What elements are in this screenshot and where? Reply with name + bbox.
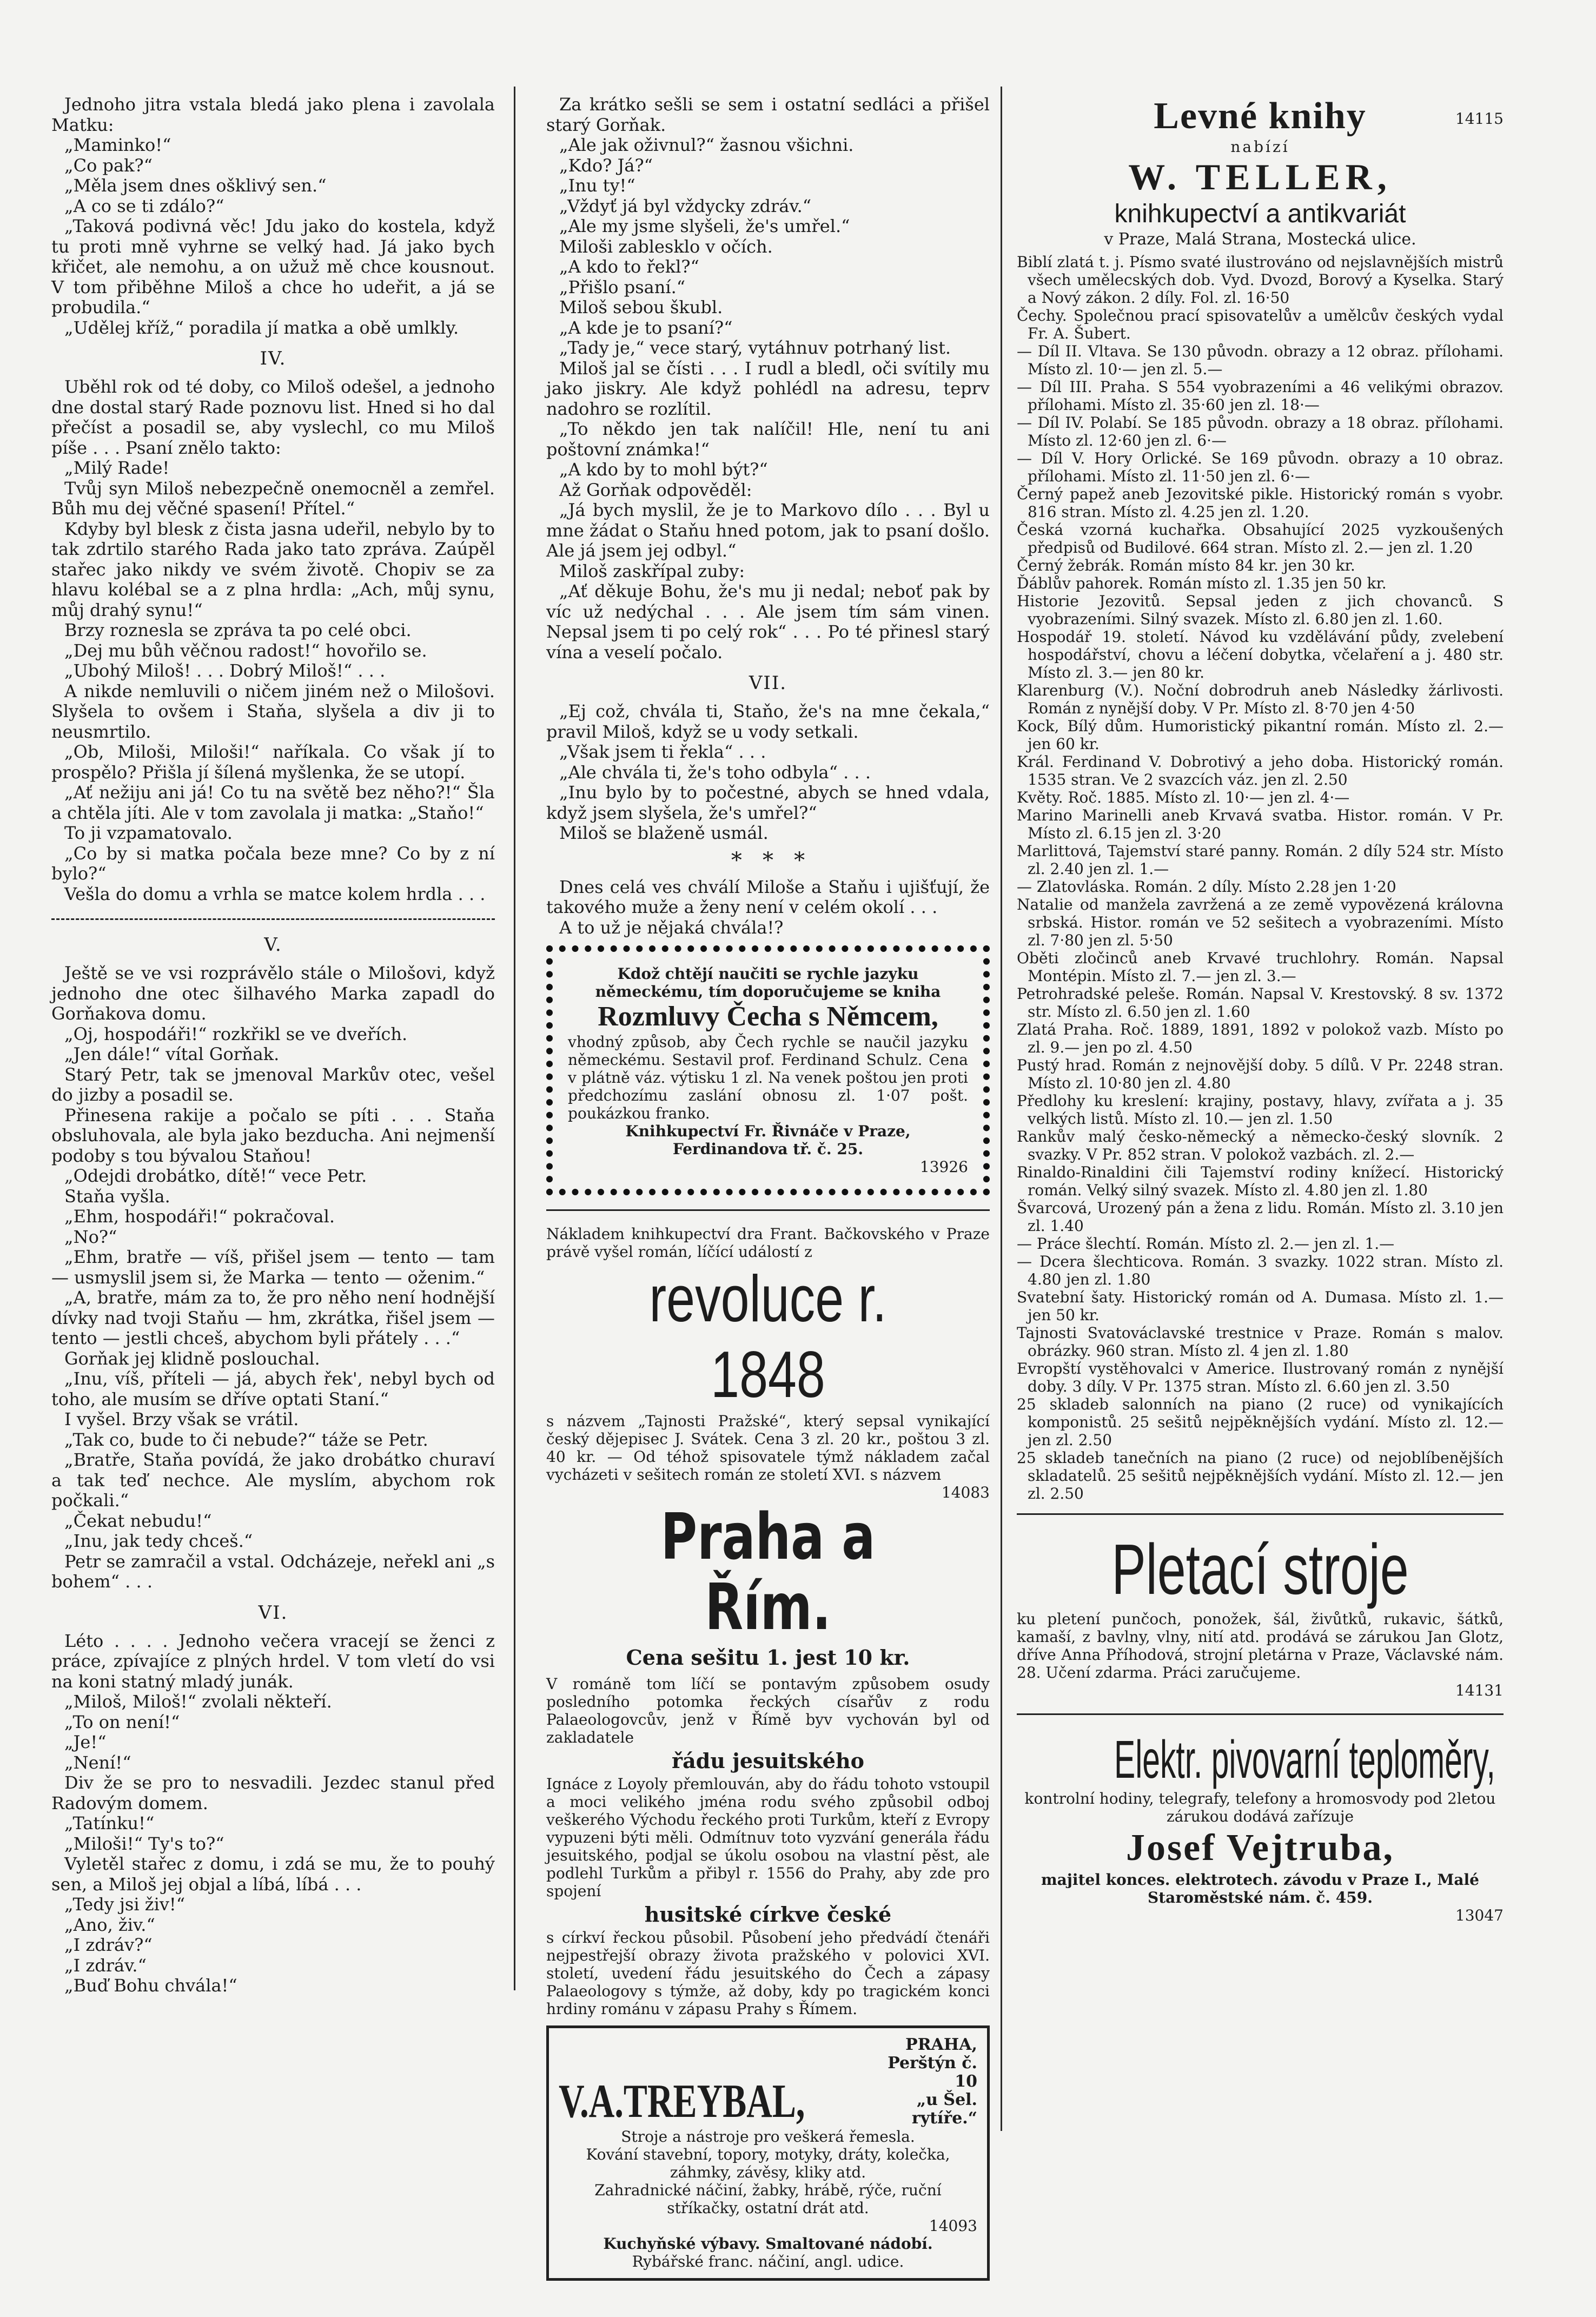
story-paragraph: „Měla jsem dnes ošklivý sen.“ (64, 175, 327, 196)
story-paragraph: „Inu, víš, příteli — já, abych řek', nebyl bych od toho, ale musím se dříve optati Staní.“ (51, 1368, 495, 1409)
book-list-entry: — Práce šlechtí. Román. Místo zl. 2.— jen zl. 1.— (1017, 1235, 1395, 1253)
story-paragraph: Vyletěl stařec z domu, i zdá se mu, že to pouhý sen, a Miloš jej objal a líbá, líbá . . . (51, 1853, 495, 1895)
book-list-entry: Černý papež aneb Jezovitské pikle. Historický román s vyobr. 816 stran. Místo zl. 4.25 jen zl. 1.20. (1017, 485, 1504, 521)
ad-rozmluvy-title: Rozmluvy Čecha s Němcem, (598, 1001, 938, 1032)
ad-praha-rim-price: Cena sešitu 1. jest 10 kr. (626, 1645, 910, 1670)
book-list-entry: Česká vzorná kuchařka. Obsahující 2025 vyzkoušených předpisů od Budilové. 664 stran. Místo zl. 2.— jen zl. 1.20 (1017, 521, 1504, 557)
book-list-entry: Zlatá Praha. Roč. 1889, 1891, 1892 v polokož vazb. Místo po zl. 9.— jen po zl. 4.50 (1017, 1021, 1504, 1056)
column-advertisements (1017, 95, 1504, 1924)
story-paragraph: Kdyby byl blesk z čista jasna udeřil, nebylo by to tak zdrtilo starého Rada jako tato zpráva. Zaúpěl stařec jako nikdy ve svém životě. Chopiv se za hlavu kolébal se a z plna hrdla: „Ach, můj synu, můj drahý synu!“ (51, 518, 495, 620)
story-paragraph: „Čekat nebudu!“ (64, 1510, 212, 1531)
ad-praha-rim-title: Praha a Řím. (660, 1499, 876, 1644)
ad-rozmluvy-publisher: Knihkupectví Fr. Řivnáče v Praze, Ferdinandova tř. č. 25. (625, 1122, 911, 1158)
story-paragraph: „To někdo jen tak nalíčil! Hle, není tu ani poštovní známka!“ (546, 419, 990, 460)
story-paragraph: Léto . . . . Jednoho večera vracejí se ženci z práce, zpívajíce z plných hrdel. V tom vletí do vsi na koni statný mladý junák. (51, 1630, 495, 1692)
ad-rozmluvy (546, 945, 990, 1195)
book-list-entry: Předlohy ku kreslení: krajiny, postavy, hlavy, zvířata a j. 35 velkých listů. Místo zl. 10.— jen zl. 1.50 (1017, 1092, 1504, 1128)
ad-pletaci-code: 14131 (1455, 1682, 1504, 1699)
book-list-entry: Marino Marinelli aneb Krvavá svatba. Histor. román. V Pr. Místo zl. 6.15 jen zl. 3·20 (1017, 806, 1504, 842)
story-paragraph: Div že se pro to nesvadili. Jezdec stanul před Radovým domem. (51, 1772, 495, 1813)
teller-header-title: Levné knihy (1154, 95, 1367, 137)
story-paragraph: „Oj, hospodáři!“ rozkřikl se ve dveřích. (64, 1023, 408, 1044)
story-paragraph: „Já bych myslil, že je to Markovo dílo . . . Byl u mne žádat o Staňu hned potom, jak to psaní došlo. Ale já jsem jej odbyl.“ (546, 500, 990, 561)
story-paragraph: „Ehm, hospodáři!“ pokračoval. (64, 1206, 335, 1227)
column-story-left (51, 95, 495, 1996)
ad-teplomery-code: 13047 (1455, 1906, 1504, 1924)
ad-treybal-line2: Kování stavební, topory, motyky, dráty, kolečka, záhmky, závěsy, kliky atd. (586, 2146, 950, 2181)
ad-treybal-sign: „u Šel. rytíře.“ (911, 2090, 977, 2128)
book-list-entry: Pustý hrad. Román z nejnovější doby. 5 dílů. V Pr. 2248 stran. Místo zl. 10·80 jen zl. 4.80 (1017, 1056, 1504, 1092)
divider (51, 918, 495, 920)
story-paragraph: Miloš zaskřípal zuby: (559, 560, 745, 581)
story-paragraph: „Ale chvála ti, že's toho odbyla“ . . . (559, 762, 871, 783)
story-paragraph: „Tatínku!“ (64, 1813, 155, 1833)
story-paragraph: „A co se ti zdálo?“ (64, 195, 224, 216)
story-paragraph: „Ano, živ.“ (64, 1914, 155, 1935)
story-paragraph: Přinesena rakije a počalo se píti . . . Staňa obsluhovala, ale byla jako bezducha. Ani nejmenší podoby s tou bývalou Staňou! (51, 1104, 495, 1166)
story-paragraph: „Ehm, bratře — víš, přišel jsem — tento — tam — usmyslil jsem si, že Marka — tento — oženim.“ (51, 1247, 495, 1288)
ad-teplomery-title: Elektr. pivovarní teploměry, (1114, 1730, 1495, 1789)
ad-pletaci-stroje (1017, 1529, 1504, 1699)
ad-teplomery (1017, 1729, 1504, 1924)
book-list-entry: Tajnosti Svatováclavské trestnice v Praze. Román s malov. obrázky. 960 stran. Místo zl. 4 jen zl. 1.80 (1017, 1324, 1504, 1360)
book-list-entry: Petrohradské peleše. Román. Napsal V. Krestovský. 8 sv. 1372 str. Místo zl. 6.50 jen zl. 1.60 (1017, 985, 1504, 1021)
divider (1017, 1513, 1504, 1515)
ad-teplomery-name: Josef Vejtruba, (1125, 1827, 1395, 1869)
column-story-right (546, 95, 990, 2288)
divider (546, 1209, 990, 1211)
story-paragraph: „Inu bylo by to počestné, abych se hned vdala, když jsem slyšela, že's umřel?“ (546, 782, 990, 823)
book-list-entry: Rinaldo-Rinaldini čili Tajemství rodiny knížecí. Historický román. Velký silný svazek. Místo zl. 4.80 jen zl. 1.80 (1017, 1163, 1504, 1199)
divider (1017, 1713, 1504, 1715)
chapter-iv (51, 377, 495, 904)
story-paragraph: „Co pak?“ (64, 155, 153, 176)
story-paragraph: A nikde nemluvili o ničem jiném než o Milošovi. Slyšela to ovšem i Staňa, slyšela a div ji to neusmrtilo. (51, 680, 495, 742)
ad-treybal-city: PRAHA, (905, 2035, 977, 2054)
story-end (546, 877, 990, 938)
story-paragraph: „Odejdi drobátko, dítě!“ vece Petr. (64, 1166, 367, 1186)
book-list-entry: Švarcová, Urozený pán a žena z lidu. Román. Místo zl. 3.10 jen zl. 1.40 (1017, 1199, 1504, 1235)
story-paragraph: „Ale jak oživnul?“ žasnou všichni. (559, 135, 854, 155)
chapter-heading-vii: VII. (749, 672, 787, 694)
story-paragraph: „Miloši!“ Ty's to?“ (64, 1833, 224, 1854)
story-paragraph: „Buď Bohu chvála!“ (64, 1975, 237, 1996)
ad-pletaci-body: ku pletení punčoch, ponožek, šál, živůtků, rukavic, šátků, kamaší, z bavlny, vlny, nití atd. prodává se zárukou Jan Glotz, dříve Anna Příhodová, strojní pletárna v Praze, Václavské nám. 28. Učení zdarma. Práci zaručujeme. (1017, 1610, 1504, 1682)
book-list-entry: — Dcera šlechticova. Román. 3 svazky. 1022 stran. Místo zl. 4.80 jen zl. 1.80 (1017, 1253, 1504, 1288)
ad-treybal-line5: Rybářské franc. náčiní, angl. udice. (632, 2253, 904, 2270)
ad-praha-rim-body4: s církví řeckou působil. Působení jeho předvádí čtenáři nejpestřejší obrazy života pražského v polovici XVI. století, uvedení řádu jesuitského do Čech a zápasy Palaeologovy s týmže, až doby, kdy po tragickém konci hrdiny románu v zápasu Prahy s Římem. (546, 1929, 990, 2018)
ad-treybal-line1: Stroje a nástroje pro veškerá řemesla. (621, 2128, 915, 2146)
ad-treybal-line4: Kuchyňské výbavy. Smaltované nádobí. (603, 2235, 933, 2253)
column-rule-left (514, 87, 515, 1990)
book-list-entry: Marlittová, Tajemství staré panny. Román. 2 díly 524 str. Místo zl. 2.40 jen zl. 1.— (1017, 842, 1504, 878)
ad-pletaci-title: Pletací stroje (1111, 1530, 1409, 1609)
story-paragraph: Miloš sebou škubl. (559, 297, 723, 317)
chapter-heading-iv: IV. (260, 348, 287, 369)
story-paragraph: Až Gorňak odpověděl: (559, 479, 752, 500)
story-paragraph: Dnes celá ves chválí Miloše a Staňu i ujišťují, že takového muže a ženy není v celém okolí . . . (546, 876, 990, 917)
ad-revoluce-title: revoluce r. 1848 (649, 1262, 887, 1411)
story-paragraph: Tvůj syn Miloš nebezpečně onemocněl a zemřel. Bůh mu dej věčné spasení! Přítel.“ (51, 478, 495, 519)
teller-address: v Praze, Malá Strana, Mostecká ulice. (1104, 230, 1416, 249)
book-list-entry: — Díl IV. Polabí. Se 185 původn. obrazy a 18 obraz. přílohami. Místo zl. 12·60 jen zl. 6·— (1017, 414, 1504, 449)
book-list-entry: Biblí zlatá t. j. Písmo svaté ilustrováno od nejslavnějších mistrů všech umělecských dob. Vyd. Dvozd, Borový a Kyselka. Starý a Nový zákon. 2 díly. Fol. zl. 16·50 (1017, 253, 1504, 307)
story-paragraph: „Inu, jak tedy chceš.“ (64, 1531, 253, 1551)
teller-firm-name: W. TELLER, (1128, 156, 1392, 197)
story-paragraph: „Ej což, chvála ti, Staňo, že's na mne čekala,“ pravil Miloš, když se u vody setkali. (546, 701, 990, 742)
ad-teplomery-footer: majitel konces. elektrotech. závodu v Praze I., Malé Staroměstské nám. č. 459. (1041, 1871, 1479, 1906)
story-paragraph: „Není!“ (64, 1752, 131, 1773)
story-paragraph: „Dej mu bůh věčnou radost!“ hovořilo se. (64, 640, 427, 661)
book-list-entry: Ďáblův pahorek. Román místo zl. 1.35 jen 50 kr. (1017, 574, 1387, 592)
ad-praha-rim-body3: Ignáce z Loyoly přemlouván, aby do řádu tohoto vstoupil a moci velikého jména rodu svého způsobil odboj veškerého Východu řeckého proti Turkům, kteří z Evropy vypuzeni býti měli. Odmítnuv toto vyzvání generála řádu jesuitského, podjal se úkolu osobou na vlastní pěst, ale podlehl Turkům a přibyl r. 1556 do Prahy, aby zde pro spojení (546, 1775, 990, 1900)
book-list-entry: 25 skladeb salonních na piano (2 ruce) od vynikajících komponistů. 25 sešitů nejpěknějších vydání. Místo zl. 12.— jen zl. 2.50 (1017, 1395, 1504, 1449)
story-paragraph: Starý Petr, tak se jmenoval Markův otec, vešel do jizby a posadil se. (51, 1064, 495, 1105)
ad-treybal-name: V.A.TREYBAL, (559, 2075, 805, 2128)
story-paragraph: „Co by si matka počala beze mne? Co by z ní bylo?“ (51, 843, 495, 884)
teller-firm-sub: knihkupectví a antikvariát (1114, 200, 1406, 228)
story-paragraph: Petr se zamračil a vstal. Odcházeje, neřekl ani „s bohem“ . . . (51, 1551, 495, 1592)
column-rule-right (1001, 87, 1002, 2131)
story-paragraph: „Miloš, Miloš!“ zvolali někteří. (64, 1691, 332, 1712)
story-paragraph: „A kde je to psaní?“ (559, 317, 733, 338)
book-list-entry: 25 skladeb tanečních na piano (2 ruce) od nejoblíbenějších skladatelů. 25 sešitů nejpěknějších vydání. Místo zl. 12.— jen zl. 2.50 (1017, 1449, 1504, 1502)
story-paragraph: „Milý Rade! (64, 458, 170, 478)
ad-revoluce-intro: Nákladem knihkupectví dra Frant. Bačkovského v Praze právě vyšel román, líčící událostí z (546, 1225, 990, 1261)
book-list-entry: Květy. Roč. 1885. Místo zl. 10·— jen zl. 4·— (1017, 789, 1350, 806)
book-list-entry: Král. Ferdinand V. Dobrotivý a jeho doba. Historický román. 1535 stran. Ve 2 svazcích váz. jen zl. 2.50 (1017, 753, 1504, 789)
ad-praha-rim-sub1: řádu jesuitského (672, 1749, 864, 1773)
story-continuation (546, 95, 990, 663)
book-list-entry: Černý žebrák. Román místo 84 kr. jen 30 kr. (1017, 557, 1355, 574)
story-paragraph: To ji vzpamatovalo. (64, 823, 233, 843)
story-paragraph: „Taková podivná věc! Jdu jako do kostela, když tu proti mně vyhrne se velký had. Já jako bych křičet, ale nemohu, a on užuž mě chce kousnout. V tom přiběhne Miloš a chce ho udeřit, a já se probudila.“ (51, 216, 495, 317)
story-paragraph: Miloš jal se čísti . . . I rudl a bledl, oči svítily mu jako jiskry. Ale když pohlédl na adresu, teprv nadohro se rozlítil. (546, 358, 990, 419)
book-list-entry: Rankův malý česko-německý a německo-český slovník. 2 svazky. V Pr. 852 stran. V polokož vazbách. zl. 2.— (1017, 1128, 1504, 1163)
story-paragraph: „Maminko!“ (64, 135, 171, 155)
book-list-entry: Oběti zločinců aneb Krvavé truchlohry. Román. Napsal Montépin. Místo zl. 7.— jen zl. 3.— (1017, 949, 1504, 985)
chapter-vii (546, 701, 990, 844)
story-paragraph: „Tady je,“ vece starý, vytáhnuv potrhaný list. (559, 337, 951, 358)
story-paragraph: Uběhl rok od té doby, co Miloš odešel, a jednoho dne dostal starý Rade poznovu list. Hned si ho dal přečíst a posadil se, aby vyslechl, co mu Miloš píše . . . Psaní znělo takto: (51, 376, 495, 458)
ad-teplomery-body: kontrolní hodiny, telegrafy, telefony a hromosvody pod 2letou zárukou dodává zařízuje (1024, 1790, 1496, 1825)
ad-treybal-code: 14093 (929, 2217, 977, 2235)
story-paragraph: „I zdráv.“ (64, 1955, 147, 1976)
story-paragraph: Ještě se ve vsi rozprávělo stále o Milošovi, když jednoho dne otec šilhavého Marka zapadl do Gorňakova domu. (51, 963, 495, 1024)
story-intro (51, 95, 495, 338)
story-paragraph: Miloši zablesklo v očích. (559, 236, 773, 257)
story-paragraph: „Vždyť já byl vždycky zdráv.“ (559, 195, 812, 216)
book-list-entry: Natalie od manžela zavržená a ze země vypovězená královna srbská. Histor. román ve 52 sešitech a vyobrazeními. Místo zl. 7·80 jen zl. 5·50 (1017, 896, 1504, 949)
ad-treybal (546, 2025, 990, 2281)
ad-treybal-line3: Zahradnické náčiní, žabky, hrábě, rýče, ruční stříkačky, ostatní drát atd. (594, 2181, 942, 2217)
teller-book-list (1017, 253, 1504, 1502)
story-paragraph: Miloš se blaženě usmál. (559, 823, 769, 843)
story-paragraph: Staňa vyšla. (64, 1186, 170, 1207)
book-list-entry: — Zlatovláska. Román. 2 díly. Místo 2.28 jen 1·20 (1017, 878, 1396, 896)
story-paragraph: „Ob, Miloši, Miloši!“ naříkala. Co však jí to prospělo? Přišla jí šílená myšlenka, že se utopí. (51, 742, 495, 783)
story-paragraph: „Tak co, bude to či nebude?“ táže se Petr. (64, 1429, 428, 1450)
book-list-entry: — Díl II. Vltava. Se 130 původn. obrazy a 12 obraz. přílohami. Místo zl. 10·— jen zl. 5.— (1017, 342, 1504, 378)
story-paragraph: „A, bratře, mám za to, že pro něho není hodnější dívky nad tvoji Staňu — hm, zkrátka, řišel jsem — tento — jestli chceš, abychom byli přátely . . .“ (51, 1287, 495, 1348)
teller-offers: nabízí (1230, 138, 1290, 156)
ad-rozmluvy-intro: Kdož chtějí naučiti se rychle jazyku německému, tím doporučujeme se kniha (595, 965, 941, 1001)
story-paragraph: Brzy roznesla se zpráva ta po celé obci. (64, 620, 412, 640)
story-paragraph: „A kdo by to mohl být?“ (559, 459, 768, 480)
story-paragraph: „Kdo? Já?“ (559, 155, 653, 176)
ad-rozmluvy-code: 13926 (919, 1158, 968, 1176)
teller-code: 14115 (1455, 110, 1504, 128)
story-paragraph: I vyšel. Brzy však se vrátil. (64, 1409, 299, 1429)
story-paragraph: Za krátko sešli se sem i ostatní sedláci a přišel starý Gorňak. (546, 94, 990, 135)
ad-revoluce-code: 14083 (941, 1484, 990, 1501)
story-paragraph: „Ale my jsme slyšeli, že's umřel.“ (559, 216, 850, 236)
book-list-entry: Kock, Bílý dům. Humoristický pikantní román. Místo zl. 2.— jen 60 kr. (1017, 717, 1504, 753)
chapter-heading-vi: VI. (258, 1601, 288, 1624)
story-paragraph: Vešla do domu a vrhla se matce kolem hrdla . . . (64, 883, 486, 904)
ad-treybal-address: Perštýn č. 10 (888, 2054, 977, 2091)
story-paragraph: „A kdo to řekl?“ (559, 256, 699, 277)
book-list-entry: Svatební šaty. Historický román od A. Dumasa. Místo zl. 1.— jen 50 kr. (1017, 1288, 1504, 1324)
ad-praha-rim-sub2: husitské církve české (644, 1902, 892, 1927)
story-paragraph: „Udělej kříž,“ poradila jí matka a obě umlkly. (64, 317, 459, 338)
chapter-vi (51, 1631, 495, 1996)
story-paragraph: Jednoho jitra vstala bledá jako plena i zavolala Matku: (51, 94, 495, 135)
ad-revoluce (546, 1225, 990, 2018)
book-list-entry: Historie Jezovitů. Sepsal jeden z jich chovanců. S vyobrazeními. Silný svazek. Místo zl. 6.80 jen zl. 1.60. (1017, 592, 1504, 628)
story-paragraph: „Ubohý Miloš! . . . Dobrý Miloš!“ . . . (64, 660, 386, 681)
ad-revoluce-body: s názvem „Tajnosti Pražské“, který sepsal vynikající český dějepisec J. Svátek. Cena 3 zl. 20 kr., poštou 3 zl. 40 kr. — Od téhož spisovatele týmž nákladem začal vycházeti v sešitech román ze století XVI. s názvem (546, 1412, 990, 1484)
story-paragraph: „Ať děkuje Bohu, že's mu ji nedal; neboť pak by víc už nedýchal . . . Ale jsem tím sám vinen. Nepsal jsem ti po celý rok“ . . . Po té přinesl starý vína a veselí počalo. (546, 581, 990, 663)
ad-rozmluvy-body: vhodný způsob, aby Čech rychle se naučil jazyku německému. Sestavil prof. Ferdinand Schulz. Cena v plátně váz. výtisku 1 zl. Na venek poštou jen proti předchozímu zaslání obnosu zl. 1·07 pošt. poukázkou franko. (568, 1033, 968, 1122)
story-paragraph: „Tedy jsi živ!“ (64, 1894, 186, 1915)
story-paragraph: „Bratře, Staňa povídá, že jako drobátko churaví a tak teď nechce. Ale myslím, abychom rok počkali.“ (51, 1449, 495, 1511)
book-list-entry: — Díl III. Praha. S 554 vyobrazeními a 46 velikými obrazov. přílohami. Místo zl. 35·60 jen zl. 18·— (1017, 378, 1504, 414)
chapter-heading-v: V. (264, 934, 282, 956)
story-paragraph: „Inu ty!“ (559, 175, 635, 196)
book-list-entry: Klarenburg (V.). Noční dobrodruh aneb Následky žárlivosti. Román z nynější doby. V Pr. Místo zl. 8·70 jen 4·50 (1017, 681, 1504, 717)
story-paragraph: A to už je nějaká chvála!? (559, 917, 784, 938)
section-stars: * * * (731, 848, 805, 873)
ad-praha-rim-body: V románě tom líčí se pontavým způsobem osudy posledního potomka řeckých císařův z rodu Palaeologovcův, jenž v Římě byv vychován byl od zakladatele (546, 1675, 990, 1746)
book-list-entry: Hospodář 19. století. Návod ku vzdělávání půdy, zvelebení hospodářství, chovu a léčení dobytka, včelaření a j. 480 str. Místo zl. 3.— jen 80 kr. (1017, 628, 1504, 681)
book-list-entry: Evropští vystěhovalci v Americe. Ilustrovaný román z nynější doby. 3 díly. V Pr. 1375 stran. Místo zl. 6.60 jen zl. 3.50 (1017, 1360, 1504, 1395)
story-paragraph: „No?“ (64, 1226, 117, 1247)
story-paragraph: „I zdráv?“ (64, 1935, 153, 1955)
story-paragraph: Gorňak jej klidně poslouchal. (64, 1348, 320, 1369)
story-paragraph: „Jen dále!“ vítal Gorňak. (64, 1044, 280, 1064)
story-paragraph: „Je!“ (64, 1732, 107, 1752)
story-paragraph: „Ať nežiju ani já! Co tu na světě bez něho?!“ Šla a chtěla jíti. Ale v tom zavolala ji matka: „Staňo!“ (51, 782, 495, 823)
chapter-v (51, 963, 495, 1592)
story-paragraph: „Však jsem ti řekla“ . . . (559, 742, 766, 762)
book-list-entry: Čechy. Společnou prací spisovatelův a umělcův českých vydal Fr. A. Šubert. (1017, 307, 1504, 342)
story-paragraph: „Přišlo psaní.“ (559, 276, 686, 297)
story-paragraph: „To on není!“ (64, 1711, 180, 1732)
book-list-entry: — Díl V. Hory Orlické. Se 169 původn. obrazy a 10 obraz. přílohami. Místo zl. 11·50 jen zl. 6·— (1017, 449, 1504, 485)
